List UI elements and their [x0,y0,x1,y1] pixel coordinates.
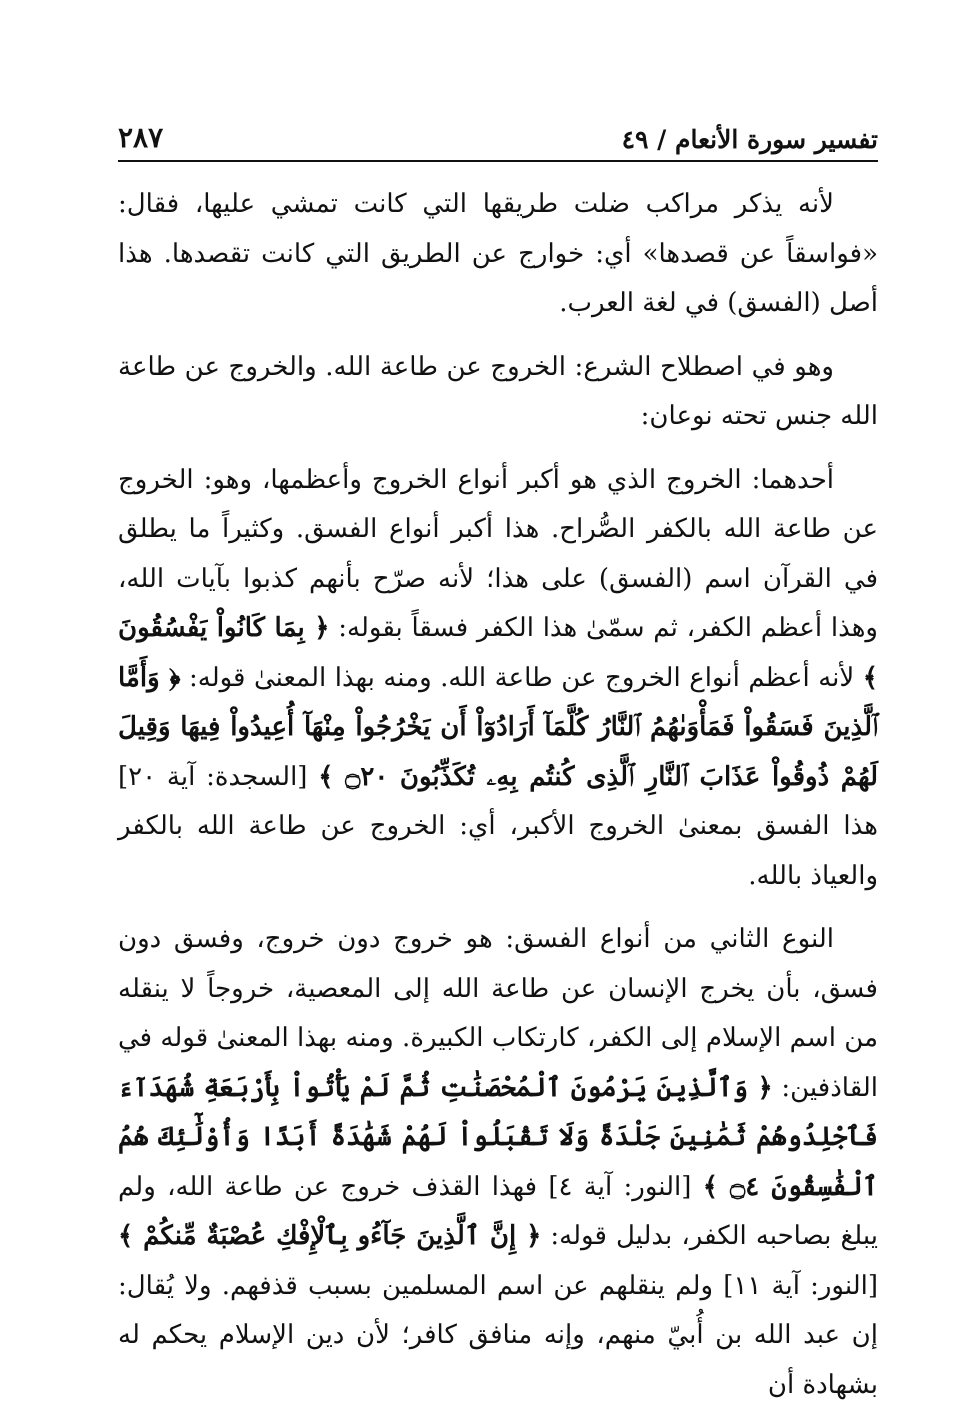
paragraph [118,915,878,1410]
body-text [118,180,878,1410]
paragraph [118,456,878,902]
quran-verse: ﴿ بِمَا كَانُواْ يَفْسُقُونَ ﴾ [118,613,879,693]
chapter-title: تفسير سورة الأنعام / ٤٩ [621,125,878,154]
running-header [118,108,878,162]
quran-verse: ﴿ وَأَمَّا ٱلَّذِينَ فَسَقُواْ فَمَأْوَىٰهُمُ ٱلنَّارُ كُلَّمَآ أَرَادُوٓاْ أَن يَخْرُجُواْ مِنْهَآ أُعِيدُواْ فِيهَا وَقِيلَ لَهُمْ ذُوقُواْ عَذَابَ ٱلنَّارِ ٱلَّذِى كُنتُم بِهِۦ تُكَذِّبُونَ ۝٢٠ ﴾ [118,662,878,792]
paragraph [118,180,878,329]
paragraph [118,343,878,442]
quran-verse: ﴿ وَٱلَّذِينَ يَرْمُونَ ٱلْمُحْصَنَٰتِ ثُمَّ لَمْ يَأْتُواْ بِأَرْبَعَةِ شُهَدَآءَ فَٱجْلِدُوهُمْ ثَمَٰنِينَ جَلْدَةً وَلَا تَقْبَلُواْ لَهُمْ شَهَٰدَةً أَبَدًا وَأُوْلَٰٓئِكَ هُمُ ٱلْفَٰسِقُونَ ۝٤ ﴾ [118,1072,878,1202]
quran-verse: ﴿ إِنَّ ٱلَّذِينَ جَآءُو بِٱلْإِفْكِ عُصْبَةٌ مِّنكُمْ ﴾ [118,1221,542,1251]
paragraph-text: أحدهما: الخروج الذي هو أكبر أنواع الخروج وأعظمها، وهو: الخروج عن طاعة الله بالكفر الصُّراح. هذا أكبر أنواع الفسق. وكثيراً ما يطلق في القرآن اسم (الفسق) على هذا؛ لأنه صرّح بأنهم كذبوا بآيات الله، وهذا أعظم الكفر، ثم سمّىٰ هذا الكفر فسقاً بقوله: [118,464,878,643]
paragraph-text: [السجدة: آية ٢٠] هذا الفسق بمعنىٰ الخروج الأكبر، أي: الخروج عن طاعة الله بالكفر والعياذ بالله. [118,761,878,891]
paragraph-text: [النور: آية ١١] ولم ينقلهم عن اسم المسلمين بسبب قذفهم. ولا يُقال: إن عبد الله بن أُبيّ منهم، وإنه منافق كافر؛ لأن دين الإسلام يحكم له بشهادة أن [118,1270,879,1400]
paragraph-text: لأنه أعظم أنواع الخروج عن طاعة الله. ومنه بهذا المعنىٰ قوله: [180,662,863,693]
paragraph-text: [النور: آية ٤] فهذا القذف خروج عن طاعة الله، ولم يبلغ بصاحبه الكفر، بدليل قوله: [118,1171,878,1251]
paragraph-text: النوع الثاني من أنواع الفسق: هو خروج دون خروج، وفسق دون فسق، بأن يخرج الإنسان عن طاعة الله إلى المعصية، خروجاً لا ينقله من اسم الإسلام إلى الكفر، كارتكاب الكبيرة. ومنه بهذا المعنىٰ قوله في القاذفين: [118,924,878,1103]
page-number: ٢٨٧ [118,121,164,154]
paragraph-text: وهو في اصطلاح الشرع: الخروج عن طاعة الله. والخروج عن طاعة الله جنس تحته نوعان: [118,351,878,431]
paragraph-text: لأنه يذكر مراكب ضلت طريقها التي كانت تمشي عليها، فقال: «فواسقاً عن قصدها» أي: خوارج عن الطريق التي كانت تقصدها. هذا أصل (الفسق) في لغة العرب. [118,189,878,318]
